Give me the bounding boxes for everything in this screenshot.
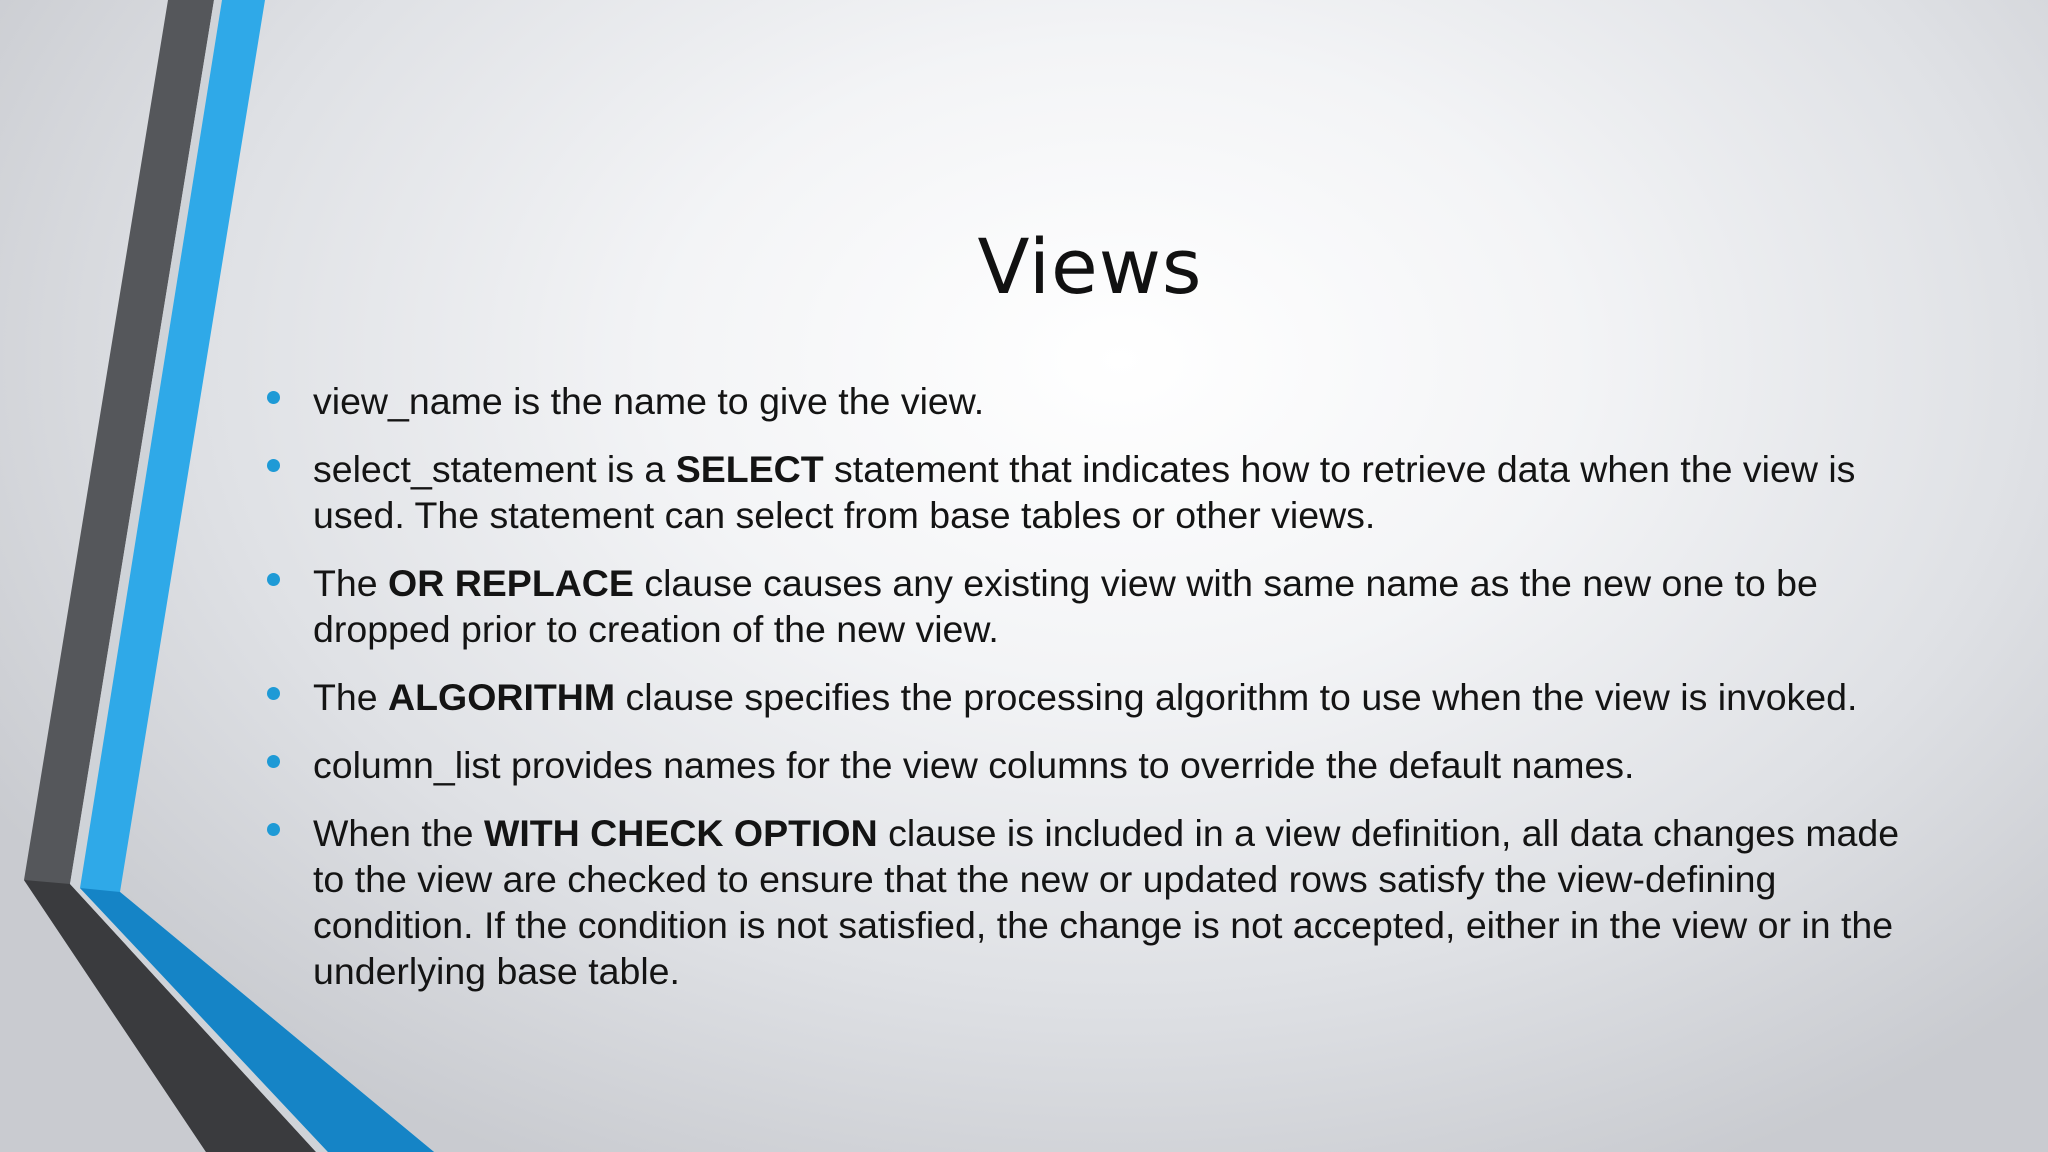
bullet-text-run: clause specifies the processing algorithm to use when the view is invoked. <box>615 676 1858 718</box>
bullet-text-run: When the <box>313 812 484 854</box>
bullet-item <box>262 742 1902 788</box>
bullet-bold-keyword: SELECT <box>675 448 824 490</box>
bullet-text-run: clause causes any existing view with same name as the new one to be dropped prior to creation of the new view. <box>313 562 1818 650</box>
bullet-bold-keyword: OR REPLACE <box>388 562 634 604</box>
bullet-text <box>313 812 1899 992</box>
bullet-text-run: view_name is the name to give the view. <box>313 380 985 422</box>
bullet-dot-icon <box>267 573 280 586</box>
bullet-dot-icon <box>267 755 280 768</box>
bullet-text <box>313 380 984 422</box>
bullet-bold-keyword: WITH CHECK OPTION <box>483 812 878 854</box>
bullet-text-run: The <box>313 562 389 604</box>
bullet-text <box>313 448 1855 536</box>
bullet-dot-icon <box>267 687 280 700</box>
slide-title: Views <box>977 222 1203 311</box>
bullet-item <box>262 560 1902 652</box>
bullet-item <box>262 446 1902 538</box>
bullet-item <box>262 810 1902 994</box>
bullet-list <box>262 378 1902 1016</box>
bullet-text <box>313 676 1857 718</box>
bullet-text <box>313 744 1634 786</box>
bullet-text-run: clause is included in a view definition, all data changes made to the view are checked to ensure that the new or updated rows satisfy the view-defining condition. If the condition is not satisfied, the change is not accepted, either in the view or in the underlying base table. <box>313 812 1900 992</box>
bullet-text <box>313 562 1818 650</box>
bullet-text-run: select_statement is a <box>313 448 676 490</box>
bullet-dot-icon <box>267 823 280 836</box>
bullet-item <box>262 674 1902 720</box>
bullet-item <box>262 378 1902 424</box>
bullet-bold-keyword: ALGORITHM <box>388 676 616 718</box>
bullet-text-run: column_list provides names for the view columns to override the default names. <box>313 744 1635 786</box>
bullet-text-run: statement that indicates how to retrieve data when the view is used. The statement can select from base tables or other views. <box>313 448 1856 536</box>
bullet-text-run: The <box>313 676 389 718</box>
bullet-dot-icon <box>267 459 280 472</box>
bullet-dot-icon <box>267 391 280 404</box>
